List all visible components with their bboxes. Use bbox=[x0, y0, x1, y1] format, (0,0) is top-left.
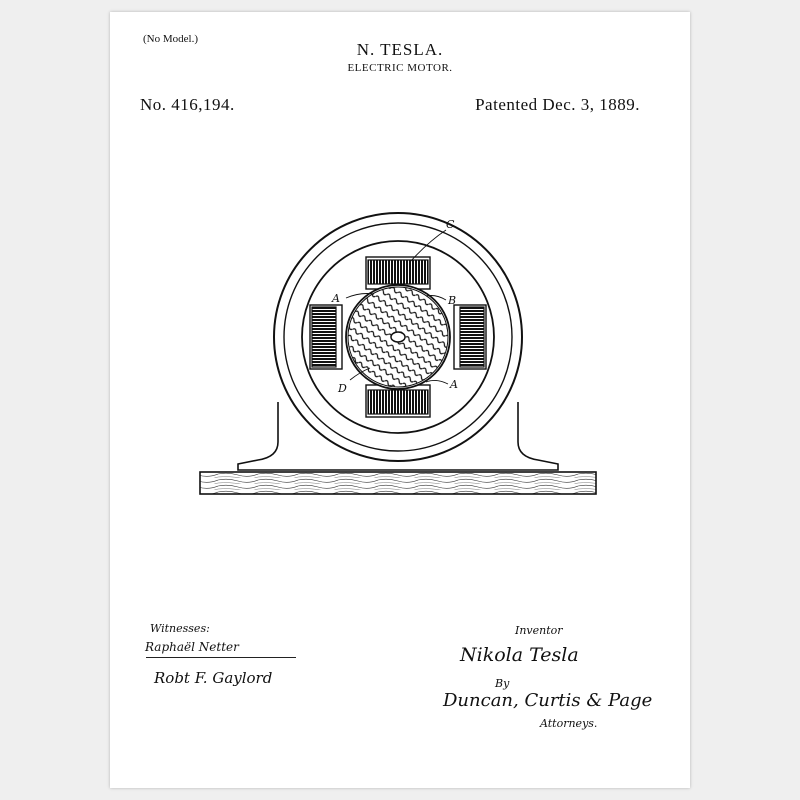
patented-date: Patented Dec. 3, 1889. bbox=[475, 95, 640, 114]
label-a-upper: A bbox=[332, 292, 340, 305]
witnesses-label: Witnesses: bbox=[150, 622, 210, 635]
inventor-label: Inventor bbox=[515, 624, 563, 637]
label-a-lower: A bbox=[450, 378, 458, 391]
wooden-base bbox=[200, 472, 596, 494]
witness-signature-2: Robt F. Gaylord bbox=[154, 669, 273, 687]
label-b: B bbox=[448, 294, 457, 307]
inventor-header: N. TESLA. bbox=[356, 40, 444, 59]
motor-drawing bbox=[178, 202, 618, 502]
witness-signature-1: Raphaël Netter bbox=[145, 640, 239, 654]
attorneys-label: Attorneys. bbox=[540, 717, 598, 730]
patent-sheet bbox=[110, 12, 690, 788]
by-label: By bbox=[495, 677, 510, 690]
inventor-signature: Nikola Tesla bbox=[460, 644, 579, 666]
armature bbox=[346, 285, 450, 389]
patent-subject: ELECTRIC MOTOR. bbox=[347, 62, 453, 74]
model-note: (No Model.) bbox=[143, 33, 198, 45]
patent-number: No. 416,194. bbox=[140, 95, 235, 114]
label-c: C bbox=[446, 218, 455, 231]
attorneys-signature: Duncan, Curtis & Page bbox=[443, 690, 653, 711]
witness-underline bbox=[146, 657, 296, 658]
label-d: D bbox=[338, 382, 347, 395]
